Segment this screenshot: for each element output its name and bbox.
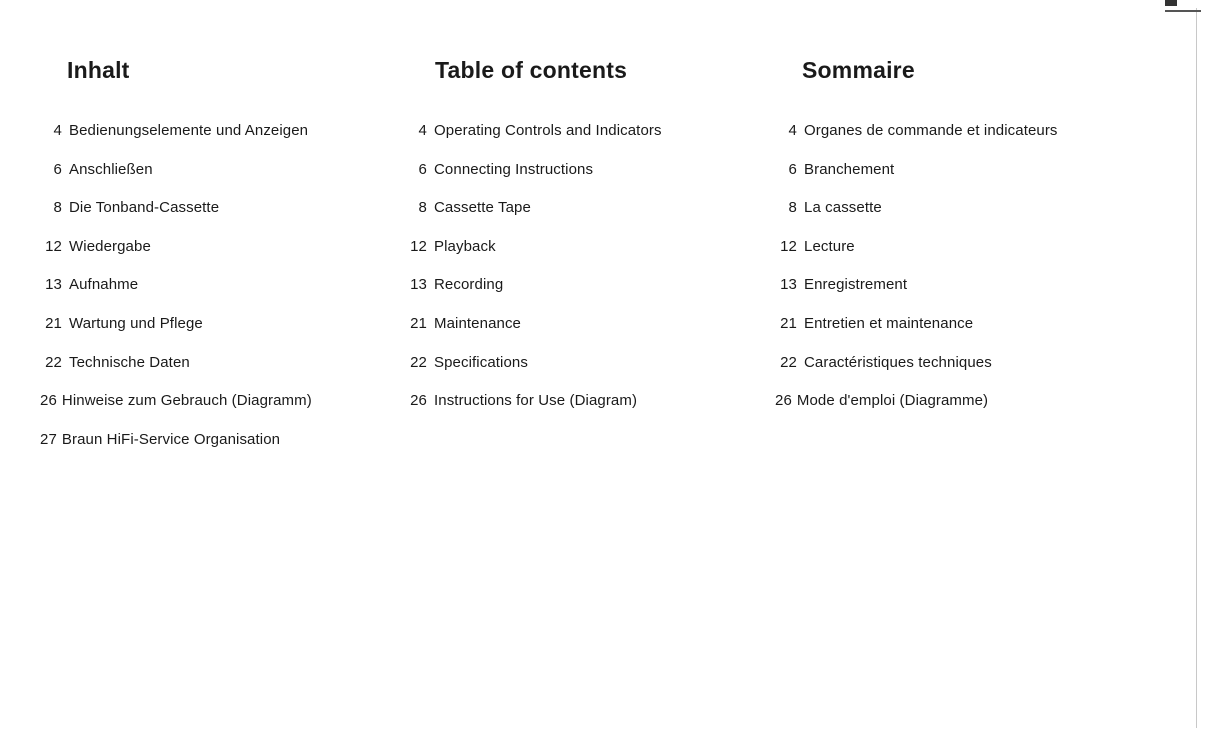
- entry-title: Instructions for Use (Diagram): [434, 392, 638, 410]
- entry-title: La cassette: [804, 199, 882, 217]
- toc-entry: [40, 196, 312, 235]
- page-number: 26: [410, 392, 427, 410]
- toc-entry: [40, 235, 312, 274]
- entry-title: Maintenance: [434, 314, 521, 332]
- page-number: 22: [45, 353, 62, 371]
- toc-entry: [40, 273, 312, 312]
- toc-list-german: [40, 119, 312, 466]
- entry-title: Lecture: [804, 237, 855, 255]
- page-number: 13: [410, 276, 427, 294]
- entry-title: Playback: [434, 237, 496, 255]
- page-number: 13: [780, 276, 797, 294]
- page-number: 12: [780, 237, 797, 255]
- toc-entry: [775, 273, 1058, 312]
- toc-entry: [405, 235, 662, 274]
- entry-title: Technische Daten: [69, 353, 190, 371]
- page-number: 27: [40, 430, 57, 448]
- entry-title: Aufnahme: [69, 276, 139, 294]
- page-number: 4: [418, 122, 427, 139]
- toc-entry: [775, 196, 1058, 235]
- entry-title: Organes de commande et indicateurs: [804, 122, 1058, 139]
- entry-title: Connecting Instructions: [434, 160, 594, 178]
- corner-scan-mark: [1165, 0, 1201, 12]
- entry-title: Bedienungselemente und Anzeigen: [69, 122, 309, 139]
- toc-entry: [40, 351, 312, 390]
- page-number: 6: [418, 160, 427, 178]
- heading-inhalt: Inhalt: [67, 57, 130, 84]
- toc-entry: [405, 158, 662, 197]
- entry-title: Enregistrement: [804, 276, 908, 294]
- toc-entry: [405, 196, 662, 235]
- heading-table-of-contents: Table of contents: [435, 57, 628, 84]
- page-number: 26: [775, 392, 792, 410]
- page-number: 4: [788, 122, 797, 139]
- toc-entry: [405, 119, 662, 158]
- toc-entry: [405, 273, 662, 312]
- page-number: 13: [45, 276, 62, 294]
- page-number: 4: [53, 122, 62, 139]
- page-number: 12: [45, 237, 62, 255]
- page-number: 6: [53, 160, 62, 178]
- toc-entry: [775, 351, 1058, 390]
- toc-entry: [40, 428, 312, 467]
- page-number: 22: [780, 353, 797, 371]
- toc-entry: [405, 389, 662, 428]
- entry-title: Caractéristiques techniques: [804, 353, 992, 371]
- entry-title: Hinweise zum Gebrauch (Diagramm): [61, 392, 312, 410]
- page-number: 21: [45, 314, 62, 332]
- toc-entry: [775, 235, 1058, 274]
- entry-title: Branchement: [804, 160, 895, 178]
- entry-title: Mode d'emploi (Diagramme): [796, 392, 989, 410]
- page-number: 8: [788, 199, 797, 217]
- toc-entry: [775, 389, 1058, 428]
- entry-title: Die Tonband-Cassette: [69, 199, 220, 217]
- toc-entry: [405, 351, 662, 390]
- page-number: 22: [410, 353, 427, 371]
- entry-title: Braun HiFi-Service Organisation: [61, 430, 281, 448]
- toc-list-english: [405, 119, 662, 428]
- toc-entry: [40, 119, 312, 158]
- toc-entry: [775, 158, 1058, 197]
- page-number: 8: [53, 199, 62, 217]
- toc-list-french: [775, 119, 1058, 428]
- toc-entry: [40, 158, 312, 197]
- entry-title: Entretien et maintenance: [804, 314, 974, 332]
- toc-entry: [775, 312, 1058, 351]
- entry-title: Anschließen: [69, 160, 153, 178]
- entry-title: Cassette Tape: [434, 199, 531, 217]
- entry-title: Operating Controls and Indicators: [434, 122, 662, 139]
- entry-title: Wartung und Pflege: [69, 314, 203, 332]
- page-number: 6: [788, 160, 797, 178]
- toc-entry: [405, 312, 662, 351]
- entry-title: Wiedergabe: [69, 237, 151, 255]
- toc-entry: [40, 312, 312, 351]
- page-edge-line: [1196, 8, 1197, 728]
- page-number: 8: [418, 199, 427, 217]
- toc-entry: [40, 389, 312, 428]
- toc-entry: [775, 119, 1058, 158]
- page-number: 12: [410, 237, 427, 255]
- page-number: 26: [40, 392, 57, 410]
- entry-title: Specifications: [434, 353, 528, 371]
- entry-title: Recording: [434, 276, 504, 294]
- page-number: 21: [780, 314, 797, 332]
- page-number: 21: [410, 314, 427, 332]
- heading-sommaire: Sommaire: [802, 57, 915, 84]
